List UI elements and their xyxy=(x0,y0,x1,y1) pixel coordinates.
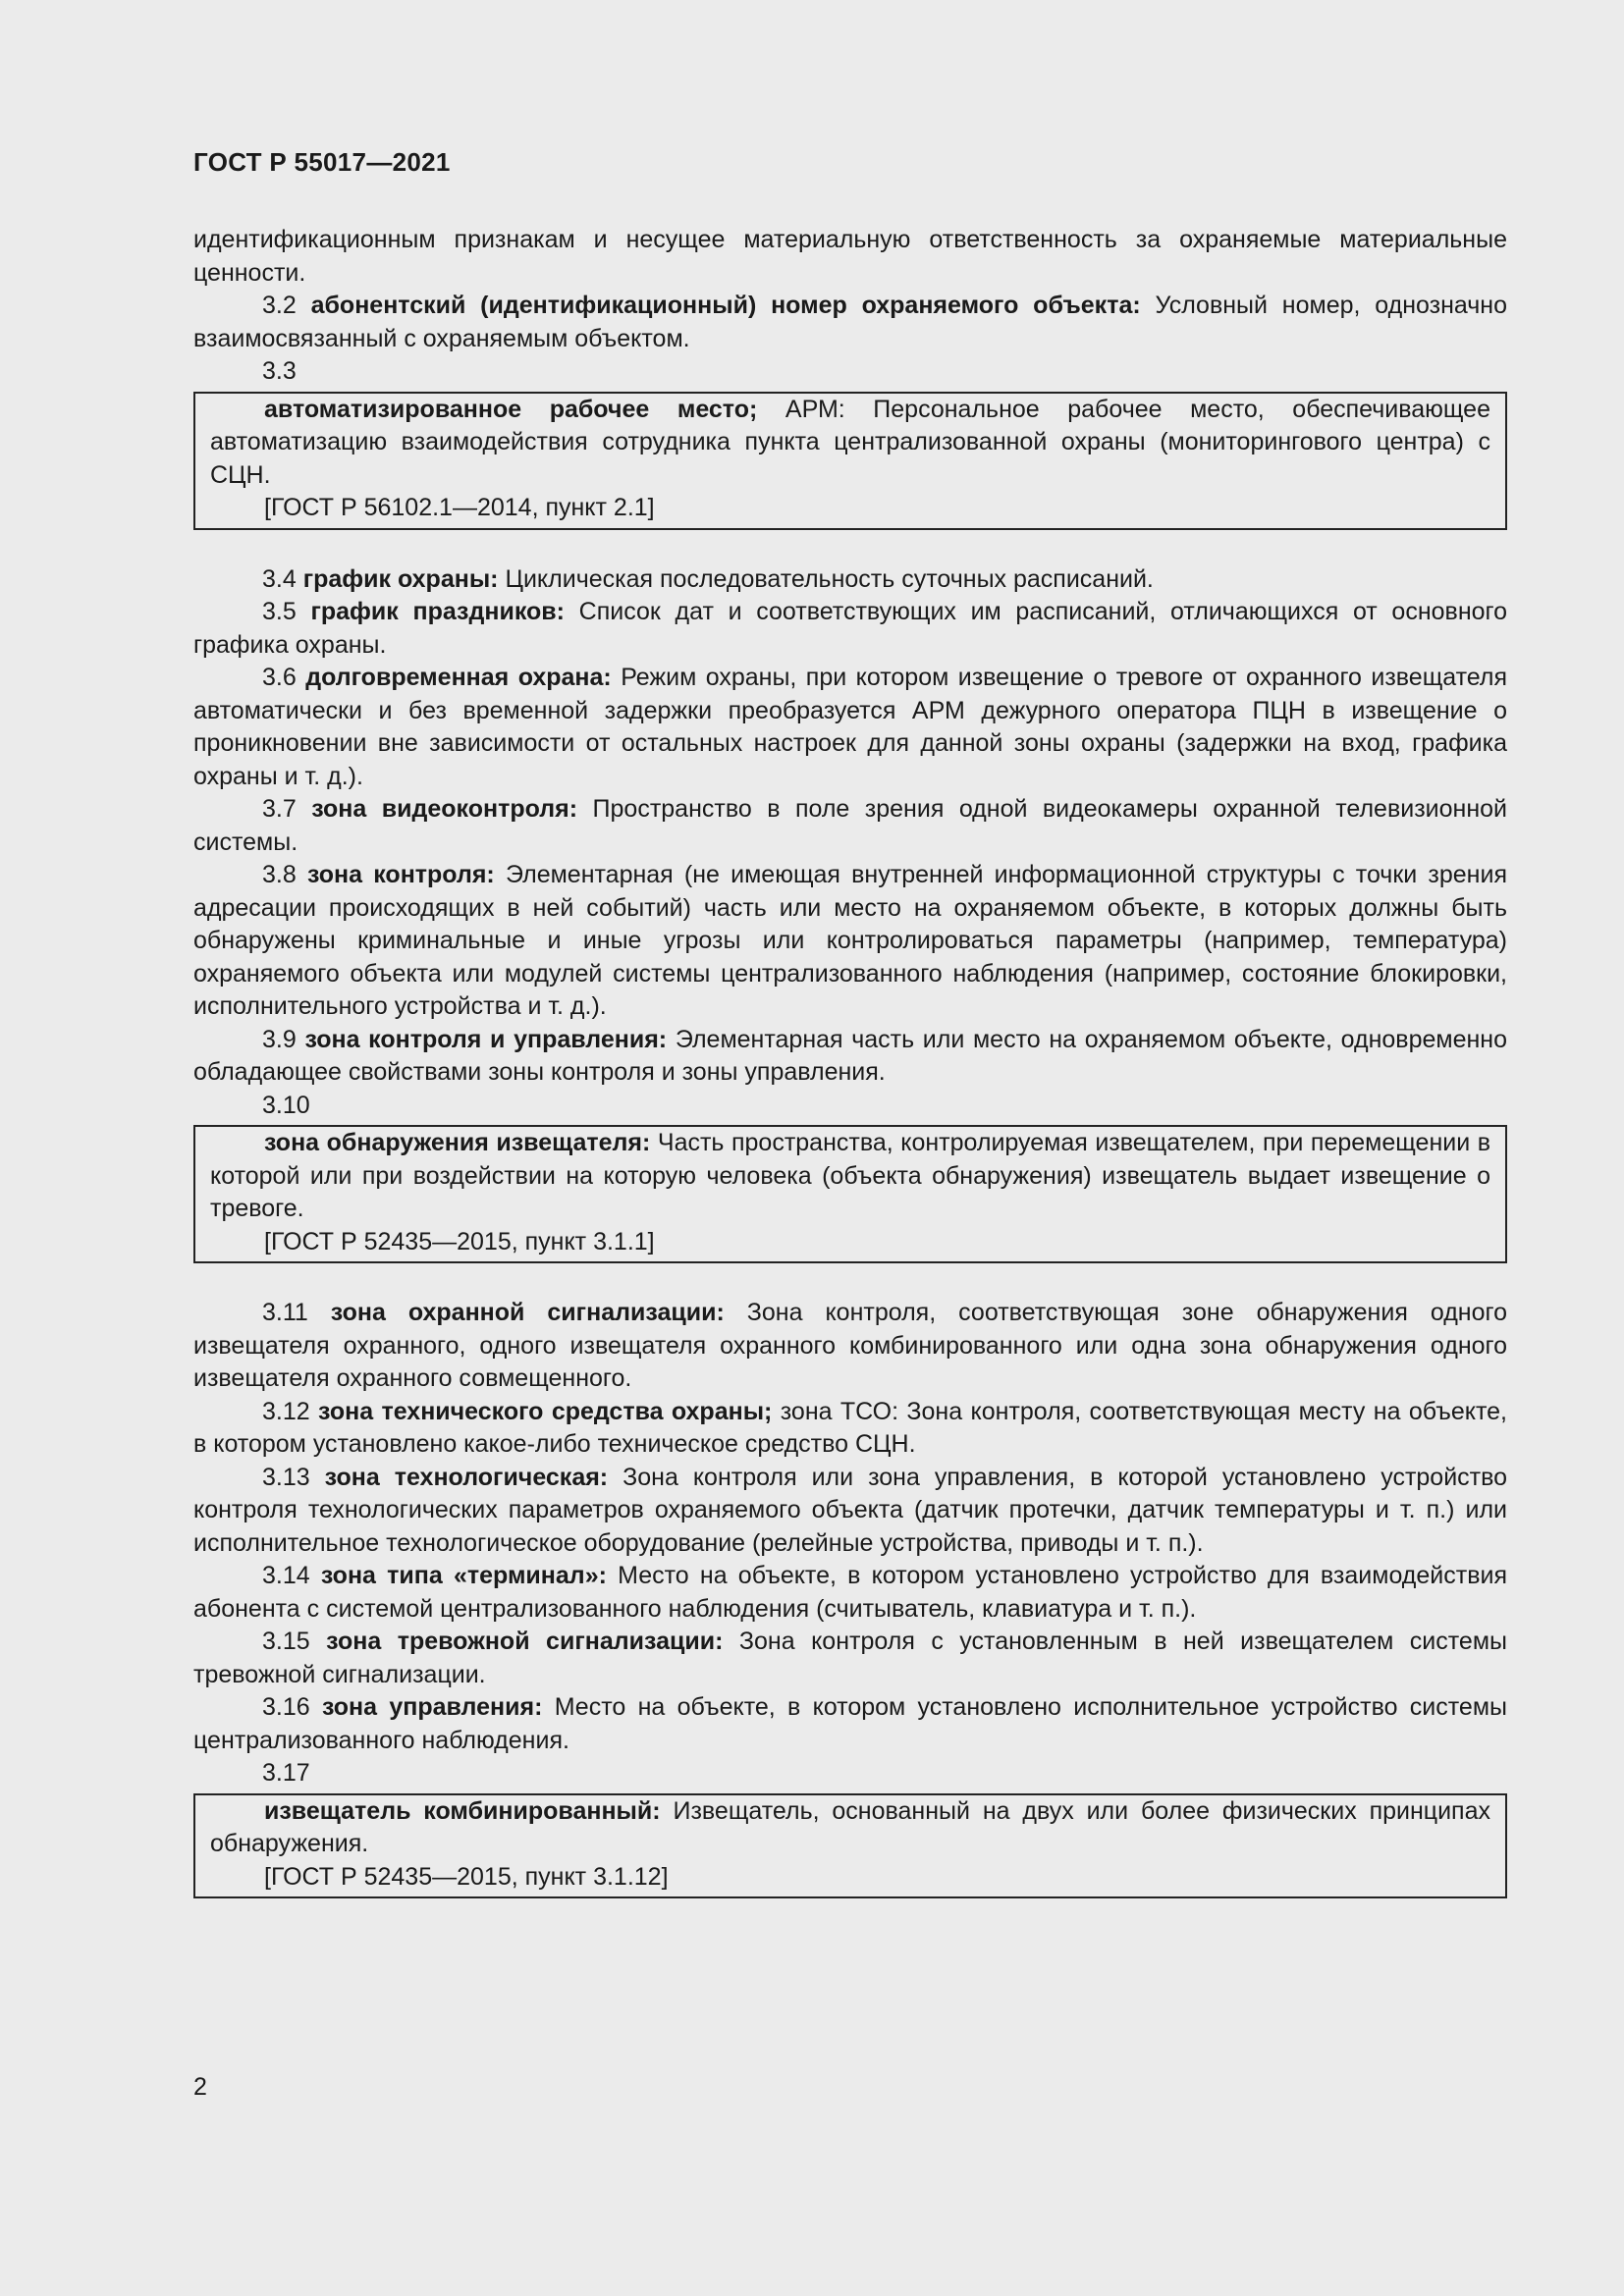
term-3-2: 3.2 абонентский (идентификационный) номер охраняемого объекта: Условный номер, однозначно взаимосвязанный с охраняемым объектом. xyxy=(193,292,1507,352)
term-3-7: 3.7 зона видеоконтроля: Пространство в поле зрения одной видеокамеры охранной телевизионной системы. xyxy=(193,795,1508,856)
document-body xyxy=(193,224,1507,1898)
term-3-10-number: 3.10 xyxy=(262,1091,310,1119)
term-title: график охраны: xyxy=(302,564,499,593)
term-3-15: 3.15 зона тревожной сигнализации: Зона контроля с установленным в ней извещателем системы тревожной сигнализации. xyxy=(193,1628,1507,1688)
term-3-10-source: [ГОСТ Р 52435—2015, пункт 3.1.1] xyxy=(264,1227,655,1255)
term-3-3-box xyxy=(193,392,1507,530)
term-title: зона обнаружения извещателя: xyxy=(264,1129,651,1156)
term-3-6: 3.6 долговременная охрана: Режим охраны, при котором извещение о тревоге от охранного извещателя автоматически и без временной задержки преобразуется АРМ дежурного оператора ПЦН в извещение о проникновении вне зависимости от остальных настроек для данной зоны охраны (задержки на вход, графика охраны и т. д.). xyxy=(193,664,1507,790)
term-3-12: 3.12 зона технического средства охраны; зона ТСО: Зона контроля, соответствующая месту на объекте, в котором установлено какое-либо техническое средство СЦН. xyxy=(193,1397,1507,1458)
term-title: зона типа «терминал»: xyxy=(320,1562,607,1589)
term-title: зона контроля и управления: xyxy=(304,1025,668,1053)
term-title: зона охранной сигнализации: xyxy=(330,1299,725,1326)
term-3-17: извещатель комбинированный: Извещатель, основанный на двух или более физических принципах обнаружения. xyxy=(210,1796,1491,1857)
term-title: долговременная охрана: xyxy=(305,664,612,691)
term-3-5: 3.5 график праздников: Список дат и соответствующих им расписаний, отличающихся от основного графика охраны. xyxy=(193,598,1508,659)
term-title: график праздников: xyxy=(310,598,565,625)
term-3-17-source: [ГОСТ Р 52435—2015, пункт 3.1.12] xyxy=(264,1862,669,1891)
term-3-17-number: 3.17 xyxy=(262,1759,310,1787)
term-3-3-number: 3.3 xyxy=(262,357,297,385)
term-title: зона управления: xyxy=(321,1693,543,1721)
term-3-17-box xyxy=(193,1793,1507,1899)
term-3-3: автоматизированное рабочее место; АРМ: Персональное рабочее место, обеспечивающее автоматизацию взаимодействия сотрудника пункта централизованной охраны (мониторингового центра) с СЦН. xyxy=(210,395,1490,489)
term-title: зона контроля: xyxy=(306,861,495,888)
term-3-10-box xyxy=(193,1125,1507,1263)
term-title: зона технологическая: xyxy=(324,1463,609,1491)
term-title: зона тревожной сигнализации: xyxy=(326,1628,724,1655)
term-3-3-source: [ГОСТ Р 56102.1—2014, пункт 2.1] xyxy=(264,494,655,521)
term-title: извещатель комбинированный: xyxy=(264,1796,661,1825)
intro-paragraph: идентификационным признакам и несущее материальную ответственность за охраняемые материальные ценности. xyxy=(193,226,1507,287)
term-3-10: зона обнаружения извещателя: Часть пространства, контролируемая извещателем, при перемещении в которой или при воздействии на которую человека (объекта обнаружения) извещатель выдает извещение о тревоге. xyxy=(210,1129,1490,1222)
term-3-11: 3.11 зона охранной сигнализации: Зона контроля, соответствующая зоне обнаружения одного извещателя охранного, одного извещателя охранного комбинированного или одна зона обнаружения одного извещателя охранного совмещенного. xyxy=(193,1299,1507,1392)
term-3-9: 3.9 зона контроля и управления: Элементарная часть или место на охраняемом объекте, одновременно обладающее свойствами зоны контроля и зоны управления. xyxy=(193,1025,1507,1086)
term-3-4: 3.4 график охраны: Циклическая последовательность суточных расписаний. xyxy=(262,564,1154,593)
document-header: ГОСТ Р 55017—2021 xyxy=(193,147,451,177)
term-title: абонентский (идентификационный) номер охраняемого объекта: xyxy=(310,292,1141,319)
page-number: 2 xyxy=(193,2073,207,2101)
term-title: зона технического средства охраны; xyxy=(318,1397,773,1425)
term-3-14: 3.14 зона типа «терминал»: Место на объекте, в котором установлено устройство для взаимодействия абонента с системой централизованного наблюдения (считыватель, клавиатура и т. п.). xyxy=(193,1562,1507,1623)
term-3-13: 3.13 зона технологическая: Зона контроля или зона управления, в которой установлено устройство контроля технологических параметров охраняемого объекта (датчик протечки, датчик температуры и т. п.) или исполнительное технологическое оборудование (релейные устройства, приводы и т. п.). xyxy=(193,1463,1508,1557)
term-3-16: 3.16 зона управления: Место на объекте, в котором установлено исполнительное устройство системы централизованного наблюдения. xyxy=(193,1693,1507,1754)
term-title: автоматизированное рабочее место; xyxy=(264,395,758,423)
term-3-8: 3.8 зона контроля: Элементарная (не имеющая внутренней информационной структуры с точки зрения адресации происходящих в ней событий) часть или место на охраняемом объекте, в которых должны быть обнаружены криминальные и иные угрозы или контролироваться параметры (например, температура) охраняемого объекта или модулей системы централизованного наблюдения (например, состояние блокировки, исполнительного устройства и т. д.). xyxy=(193,861,1507,1020)
term-title: зона видеоконтроля: xyxy=(311,795,578,823)
